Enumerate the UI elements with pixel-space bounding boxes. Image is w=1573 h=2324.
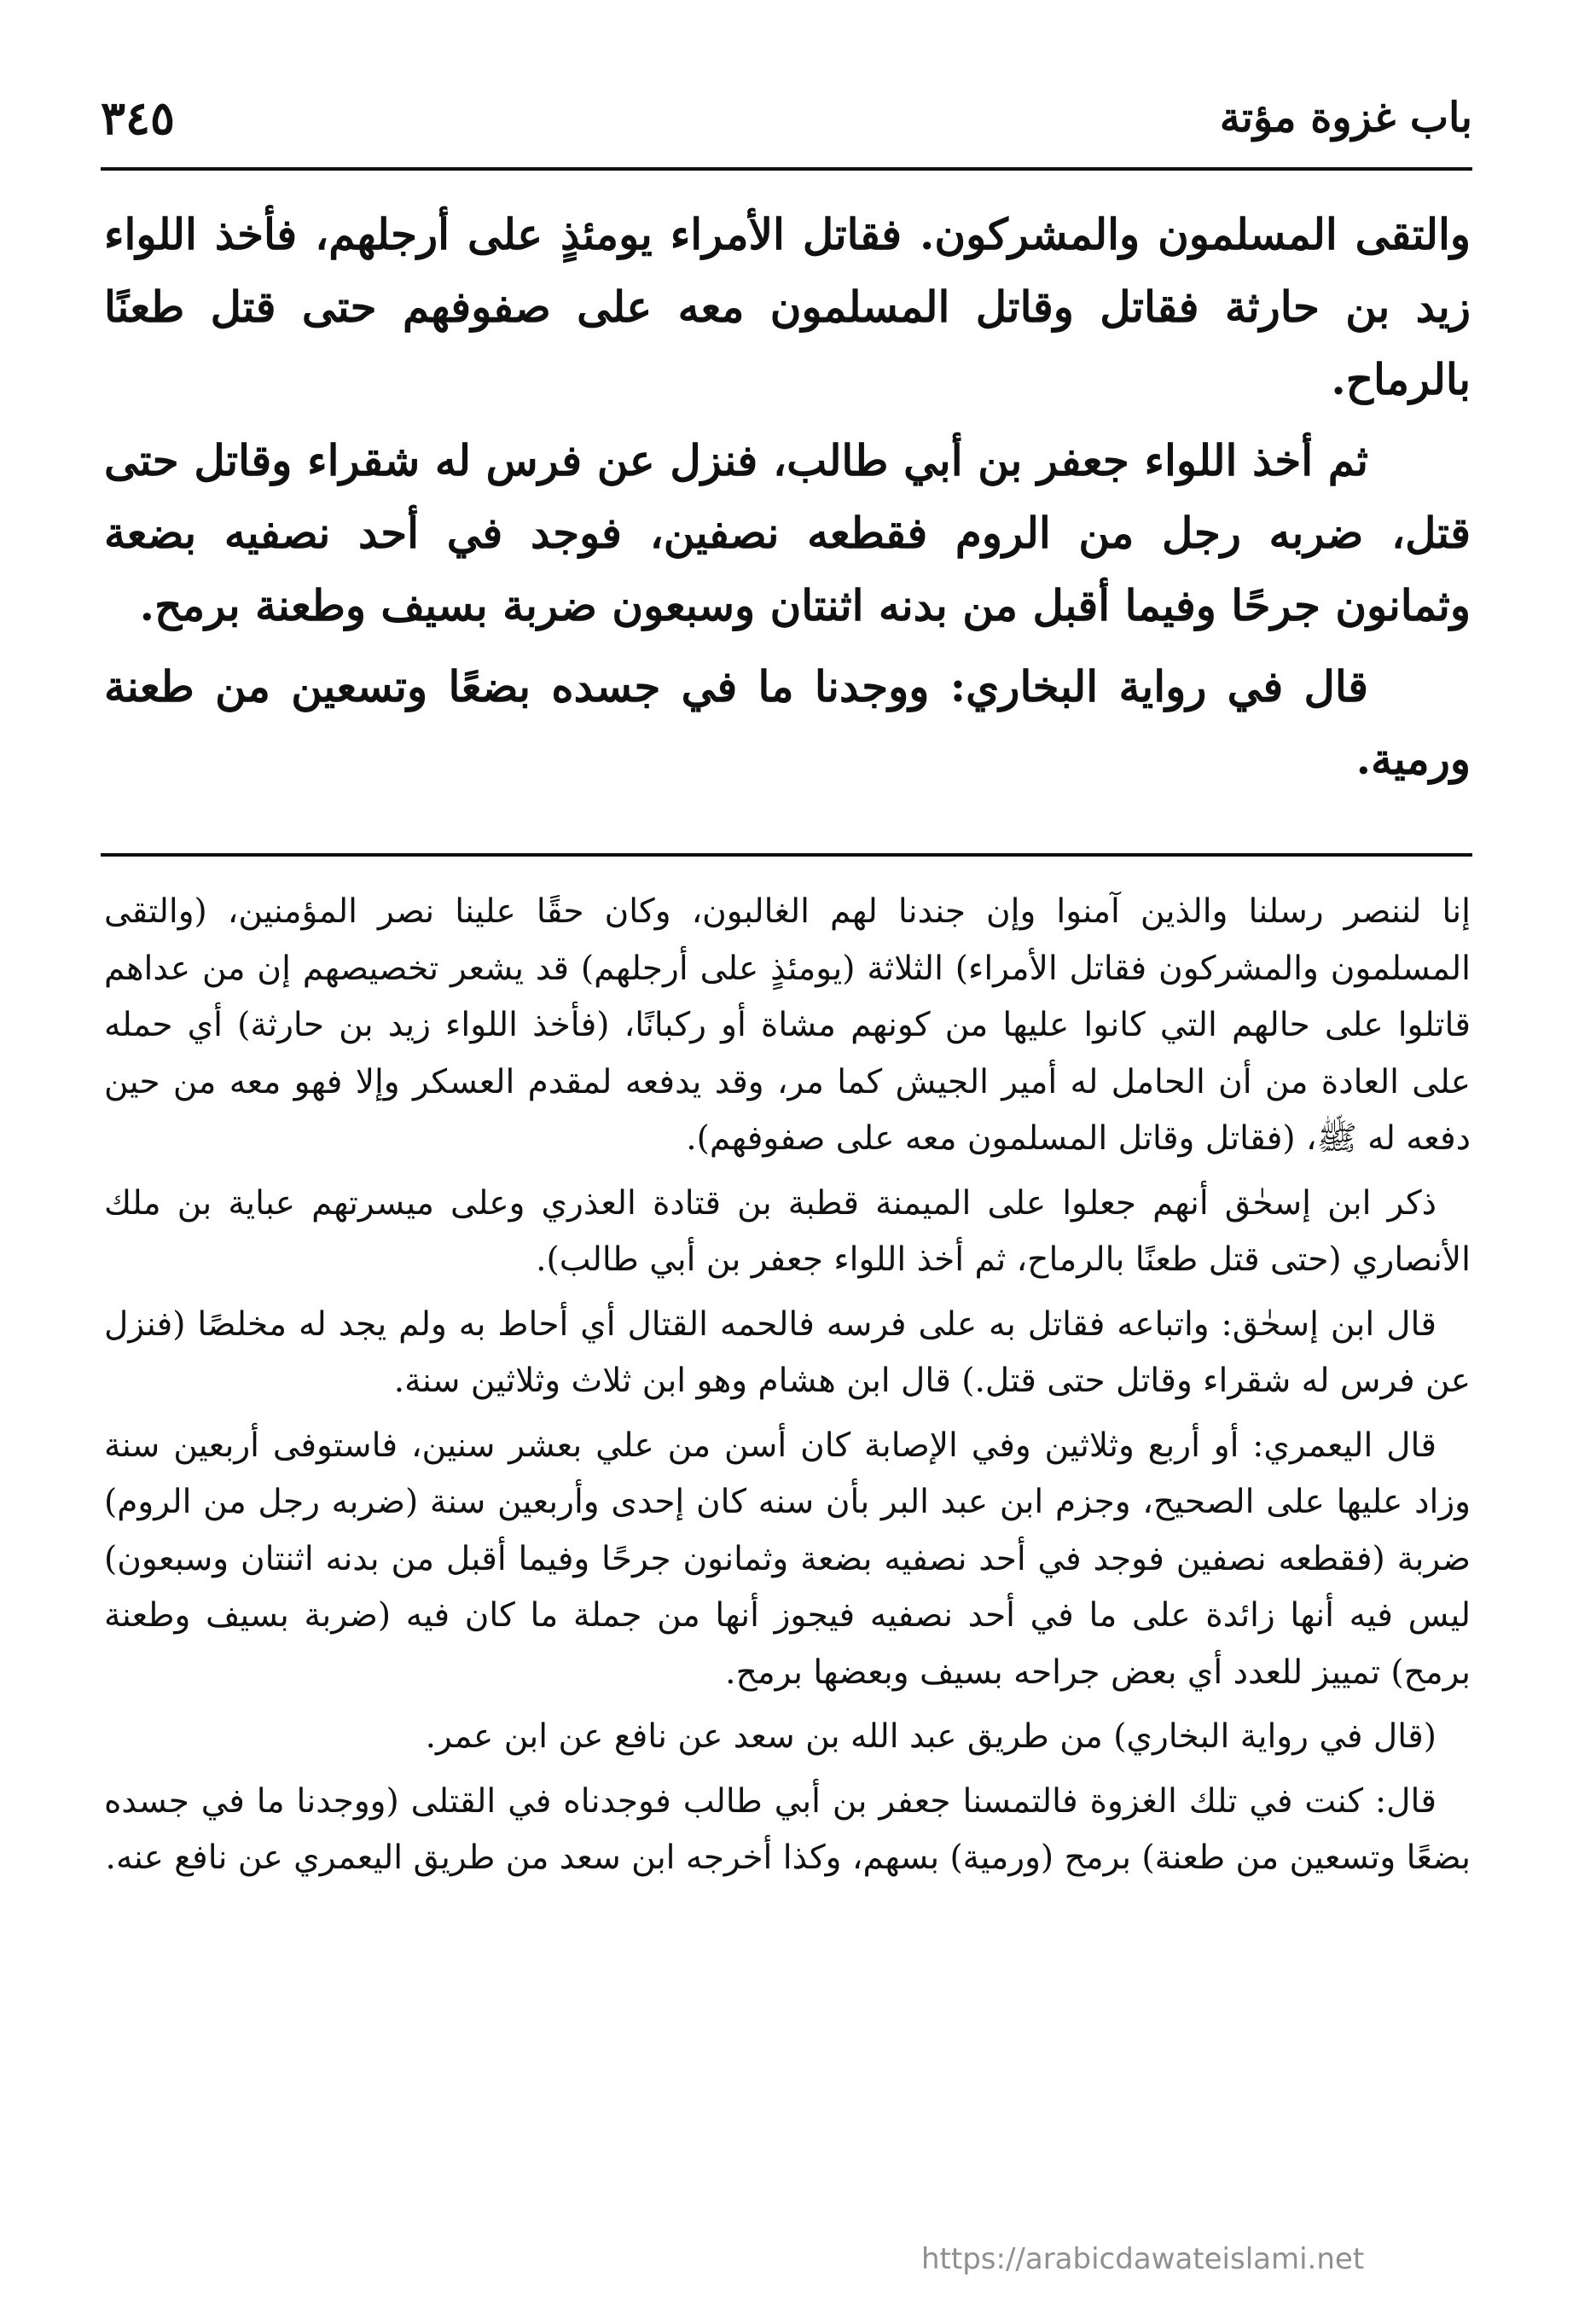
page-number: ٣٤٥	[101, 90, 176, 145]
main-paragraph: ثم أخذ اللواء جعفر بن أبي طالب، فنزل عن فرس له شقراء وقاتل حتى قتل، ضربه رجل من الروم فقطعه نصفين، فوجد في أحد نصفيه بضعة وثمانون جرحًا وفيما أقبل من بدنه اثنتان وسبعون ضربة بسيف وطعنة برمح.	[104, 435, 1471, 630]
commentary-paragraph: قال اليعمري: أو أربع وثلاثين وفي الإصابة كان أسن من علي بعشر سنين، فاستوفى أربعين سنة وزاد عليها على الصحيح، وجزم ابن عبد البر بأن سنه كان إحدى وأربعين سنة (ضربه رجل من الروم) ضربة (فقطعه نصفين فوجد في أحد نصفيه بضعة وثمانون جرحًا وفيما أقبل من بدنه اثنتان وسبعون) ليس فيه أنها زائدة على ما في أحد نصفيه فيجوز أنها من جملة ما كان فيه (ضربة بسيف وطعنة برمح) تمييز للعدد أي بعض جراحه بسيف وبعضها برمح.	[104, 1426, 1471, 1692]
watermark-url: https://arabicdawateislami.net	[921, 2242, 1365, 2276]
commentary-paragraph: قال: كنت في تلك الغزوة فالتمسنا جعفر بن أبي طالب فوجدناه في القتلى (ووجدنا ما في جسده بضعًا وتسعين من طعنة) برمح (ورمية) بسهم، وكذا أخرجه ابن سعد من طريق اليعمري عن نافع عنه.	[104, 1781, 1471, 1877]
header-rule	[101, 167, 1472, 171]
chapter-title: باب غزوة مؤتة	[1219, 94, 1472, 142]
main-paragraph: قال في رواية البخاري: ووجدنا ما في جسده بضعًا وتسعين من طعنة ورمية.	[104, 661, 1471, 784]
commentary-paragraph: قال ابن إسحٰق: واتباعه فقاتل به على فرسه فالحمه القتال أي أحاط به ولم يجد له مخلصًا (فنزل عن فرس له شقراء وقاتل حتى قتل.) قال ابن هشام وهو ابن ثلاث وثلاثين سنة.	[104, 1304, 1471, 1400]
footnote-separator	[101, 853, 1472, 857]
commentary-paragraph: إنا لننصر رسلنا والذين آمنوا وإن جندنا لهم الغالبون، وكان حقًا علينا نصر المؤمنين، (والتقى المسلمون والمشركون فقاتل الأمراء) الثلاثة (يومئذٍ على أرجلهم) قد يشعر تخصيصهم إن من عداهم قاتلوا على حالهم التي كانوا عليها من كونهم مشاة أو ركبانًا، (فأخذ اللواء زيد بن حارثة) أي حمله على العادة من أن الحامل له أمير الجيش كما مر، وقد يدفعه لمقدم العسكر وإلا فهو معه من حين دفعه له ﷺ، (فقاتل وقاتل المسلمون معه على صفوفهم).	[104, 892, 1471, 1158]
commentary-paragraph: ذكر ابن إسحٰق أنهم جعلوا على الميمنة قطبة بن قتادة العذري وعلى ميسرتهم عباية بن ملك الأنصاري (حتى قتل طعنًا بالرماح، ثم أخذ اللواء جعفر بن أبي طالب).	[104, 1183, 1471, 1279]
main-paragraph: والتقى المسلمون والمشركون. فقاتل الأمراء يومئذٍ على أرجلهم، فأخذ اللواء زيد بن حارثة فقاتل وقاتل المسلمون معه على صفوفهم حتى قتل طعنًا بالرماح.	[104, 209, 1471, 404]
commentary-text	[104, 884, 1471, 1895]
running-header	[101, 85, 1472, 154]
main-text	[104, 198, 1471, 804]
commentary-paragraph: (قال في رواية البخاري) من طريق عبد الله بن سعد عن نافع عن ابن عمر.	[425, 1717, 1437, 1756]
